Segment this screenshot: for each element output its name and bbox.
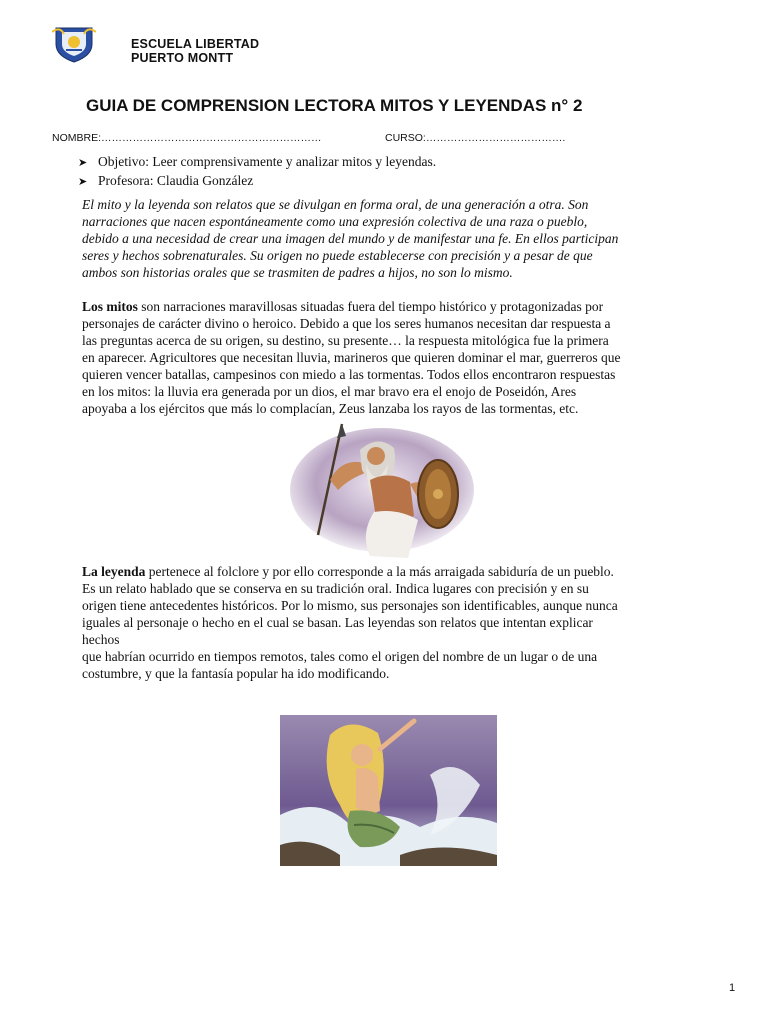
bullet-text: Profesora: Claudia González bbox=[98, 173, 254, 188]
nombre-field: NOMBRE:……………………………………………………… bbox=[52, 132, 322, 144]
arrow-bullet-icon: ➤ bbox=[78, 157, 88, 169]
page-number: 1 bbox=[729, 982, 736, 994]
leyenda-line: costumbre, y que la fantasía popular ha ido modificando. bbox=[82, 666, 390, 681]
leyenda-paragraph bbox=[82, 563, 692, 682]
leyenda-term: La leyenda bbox=[82, 564, 146, 579]
intro-line: ambos son historias orales que se trasmiten de padres a hijos, no son lo mismo. bbox=[82, 265, 513, 280]
leyenda-line: hechos bbox=[82, 632, 120, 647]
leyenda-line: que habrían ocurrido en tiempos remotos, tales como el origen del nombre de un lugar o de una bbox=[82, 649, 598, 664]
intro-line: El mito y la leyenda son relatos que se divulgan en forma oral, de una generación a otra. Son bbox=[82, 197, 589, 212]
intro-line: seres y hechos sobrenaturales. Su origen no puede establecerse con precisión y a pesar de que bbox=[82, 248, 593, 263]
bullet-item-profesora bbox=[78, 172, 436, 191]
bullet-item-objetivo bbox=[78, 153, 436, 172]
intro-line: debido a una necesidad de crear una imagen del mundo y de manifestar una fe. En ellos participan bbox=[82, 231, 619, 246]
school-name bbox=[131, 37, 259, 65]
leyenda-line: origen tiene antecedentes históricos. Por lo mismo, sus personajes son identificables, aunque nunca bbox=[82, 598, 618, 613]
leyenda-line: La leyenda pertenece al folclore y por ello corresponde a la más arraigada sabiduría de un pueblo. bbox=[82, 564, 614, 579]
mitos-line: apoyaba a los ejércitos que más lo complacían, Zeus lanzaba los rayos de las tormentas, etc. bbox=[82, 401, 579, 416]
mitos-line: quieren vencer batallas, campesinos con miedo a las tormentas. Todos ellos encontraron respuestas bbox=[82, 367, 616, 382]
bullet-text: Objetivo: Leer comprensivamente y analizar mitos y leyendas. bbox=[98, 154, 437, 169]
school-logo bbox=[52, 24, 96, 64]
leyenda-line: iguales al personaje o hecho en el cual se basan. Las leyendas son relatos que intentan explicar bbox=[82, 615, 593, 630]
mitos-line: en aparecer. Agricultores que necesitan lluvia, marineros que quieren dominar el mar, guerreros que bbox=[82, 350, 621, 365]
intro-paragraph bbox=[82, 196, 692, 281]
mitos-line: Los mitos son narraciones maravillosas situadas fuera del tiempo histórico y protagonizadas por bbox=[82, 299, 604, 314]
mitos-line: las preguntas acerca de su origen, su destino, su presente… la respuesta mitológica fue la primera bbox=[82, 333, 609, 348]
bullet-list bbox=[78, 153, 436, 191]
school-name-line1: ESCUELA LIBERTAD bbox=[131, 37, 260, 51]
mitos-paragraph bbox=[82, 298, 692, 417]
mitos-line: personajes de carácter divino o heroico. Debido a que los seres humanos necesitan dar respuesta a bbox=[82, 316, 611, 331]
mitos-line: en los mitos: la lluvia era generada por un dios, el mar bravo era el enojo de Poseidón, Ares bbox=[82, 384, 577, 399]
mitos-term: Los mitos bbox=[82, 299, 138, 314]
document-title: GUIA DE COMPRENSION LECTORA MITOS Y LEYENDAS n° 2 bbox=[86, 96, 583, 115]
leyenda-illustration bbox=[280, 715, 497, 866]
school-name-line2: PUERTO MONTT bbox=[131, 51, 234, 65]
curso-field: CURSO:…………………………………. bbox=[385, 132, 566, 144]
intro-line: narraciones que nacen espontáneamente como una expresión colectiva de una raza o pueblo, bbox=[82, 214, 588, 229]
arrow-bullet-icon: ➤ bbox=[78, 176, 88, 188]
leyenda-line: Es un relato hablado que se conserva en su tradición oral. Indica lugares con precisión y en su bbox=[82, 581, 589, 596]
zeus-illustration bbox=[290, 420, 475, 560]
